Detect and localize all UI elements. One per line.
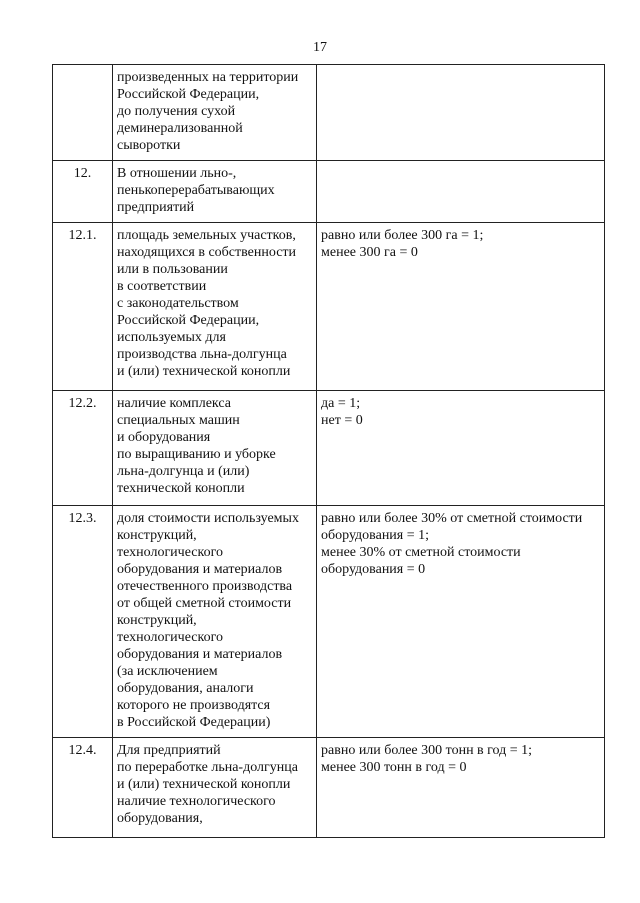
description-line: оборудования и материалов xyxy=(117,562,283,577)
description-line: по переработке льна-долгунца xyxy=(117,760,298,775)
description-line: и (или) технической конопли xyxy=(117,364,291,379)
description-line: Российской Федерации, xyxy=(117,87,260,102)
description-line: с законодательством xyxy=(117,296,239,311)
row-criteria xyxy=(317,738,605,838)
row-criteria xyxy=(317,223,605,391)
description-line: и (или) технической конопли xyxy=(117,777,291,792)
criteria-line: равно или более 300 га = 1; xyxy=(321,228,484,243)
row-number: 12. xyxy=(53,161,113,223)
table-body xyxy=(53,65,605,838)
row-criteria xyxy=(317,65,605,161)
criteria-line: оборудования = 0 xyxy=(321,562,426,577)
description-line: технической конопли xyxy=(117,481,245,496)
description-line: или в пользовании xyxy=(117,262,228,277)
row-number: 12.4. xyxy=(53,738,113,838)
description-line: в соответствии xyxy=(117,279,207,294)
description-line: предприятий xyxy=(117,200,195,215)
table-row xyxy=(53,738,605,838)
criteria-line: да = 1; xyxy=(321,396,361,411)
description-line: технологического xyxy=(117,630,223,645)
criteria-line: менее 300 га = 0 xyxy=(321,245,418,260)
description-line: по выращиванию и уборке xyxy=(117,447,276,462)
criteria-line: равно или более 30% от сметной стоимости xyxy=(321,511,583,526)
row-number xyxy=(53,65,113,161)
description-line: и оборудования xyxy=(117,430,211,445)
description-line: наличие технологического xyxy=(117,794,276,809)
description-line: технологического xyxy=(117,545,223,560)
row-criteria xyxy=(317,506,605,738)
description-line: доля стоимости используемых xyxy=(117,511,299,526)
table-row xyxy=(53,161,605,223)
criteria-line: менее 300 тонн в год = 0 xyxy=(321,760,467,775)
row-description xyxy=(113,223,317,391)
description-line: находящихся в собственности xyxy=(117,245,297,260)
description-line: которого не производятся xyxy=(117,698,271,713)
row-description xyxy=(113,506,317,738)
description-line: от общей сметной стоимости xyxy=(117,596,292,611)
row-criteria xyxy=(317,391,605,506)
description-line: (за исключением xyxy=(117,664,218,679)
description-line: в Российской Федерации) xyxy=(117,715,271,730)
row-number: 12.2. xyxy=(53,391,113,506)
table-row xyxy=(53,506,605,738)
page-number: 17 xyxy=(313,40,327,55)
description-line: оборудования и материалов xyxy=(117,647,283,662)
description-line: сыворотки xyxy=(117,138,181,153)
description-line: наличие комплекса xyxy=(117,396,231,411)
description-line: отечественного производства xyxy=(117,579,293,594)
description-line: оборудования, аналоги xyxy=(117,681,254,696)
criteria-line: оборудования = 1; xyxy=(321,528,430,543)
description-line: оборудования, xyxy=(117,811,203,826)
description-line: В отношении льно-, xyxy=(117,166,237,181)
criteria-table xyxy=(52,64,605,838)
row-number: 12.1. xyxy=(53,223,113,391)
description-line: конструкций, xyxy=(117,528,197,543)
row-description xyxy=(113,65,317,161)
description-line: Российской Федерации, xyxy=(117,313,260,328)
row-number: 12.3. xyxy=(53,506,113,738)
description-line: Для предприятий xyxy=(117,743,221,758)
row-description xyxy=(113,391,317,506)
description-line: льна-долгунца и (или) xyxy=(117,464,250,479)
description-line: до получения сухой xyxy=(117,104,236,119)
row-description xyxy=(113,161,317,223)
criteria-line: нет = 0 xyxy=(321,413,363,428)
description-line: производства льна-долгунца xyxy=(117,347,287,362)
description-line: пенькоперерабатывающих xyxy=(117,183,275,198)
description-line: специальных машин xyxy=(117,413,240,428)
description-line: используемых для xyxy=(117,330,226,345)
table-row xyxy=(53,391,605,506)
row-criteria xyxy=(317,161,605,223)
row-description xyxy=(113,738,317,838)
criteria-line: менее 30% от сметной стоимости xyxy=(321,545,521,560)
description-line: деминерализованной xyxy=(117,121,243,136)
table-row xyxy=(53,223,605,391)
criteria-line: равно или более 300 тонн в год = 1; xyxy=(321,743,533,758)
table-row xyxy=(53,65,605,161)
description-line: произведенных на территории xyxy=(117,70,299,85)
description-line: конструкций, xyxy=(117,613,197,628)
description-line: площадь земельных участков, xyxy=(117,228,296,243)
